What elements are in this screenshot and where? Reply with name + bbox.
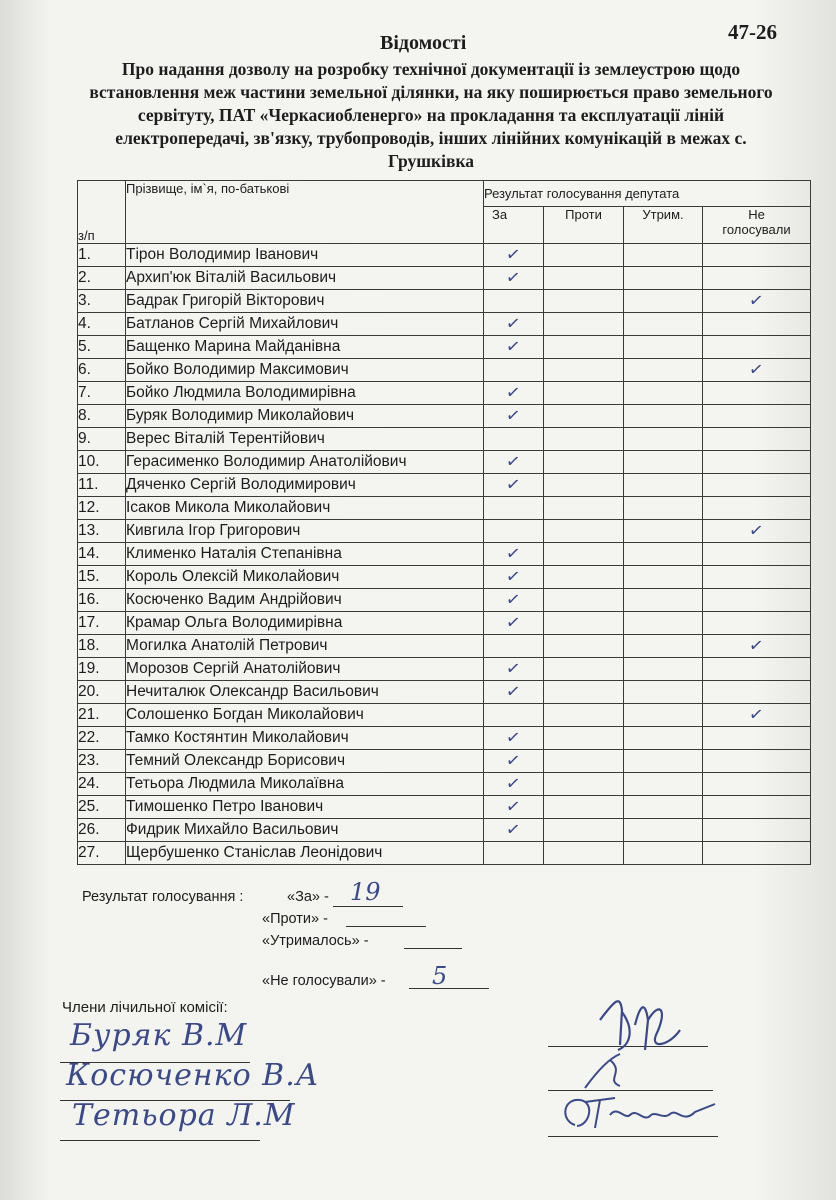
cell-ne-golosuvaly — [703, 336, 811, 359]
row-number: 8. — [78, 405, 126, 428]
check-mark-icon: ✓ — [505, 336, 522, 358]
cell-utrym — [624, 566, 703, 589]
row-name: Верес Віталій Терентійович — [126, 428, 484, 451]
cell-proty — [544, 497, 624, 520]
check-mark-icon: ✓ — [505, 543, 522, 565]
header-number: з/п — [78, 181, 126, 244]
row-name: Щербушенко Станіслав Леонідович — [126, 842, 484, 865]
cell-za — [484, 543, 544, 566]
commission-member-3: Тетьора Л.М — [72, 1098, 296, 1133]
cell-utrym — [624, 382, 703, 405]
row-name: Клименко Наталія Степанівна — [126, 543, 484, 566]
cell-za — [484, 474, 544, 497]
voting-table — [77, 180, 811, 865]
cell-ne-golosuvaly — [703, 474, 811, 497]
table-row — [78, 704, 811, 727]
cell-proty — [544, 704, 624, 727]
results-utrym-label: «Утрималось» - — [262, 933, 369, 949]
row-name: Косюченко Вадим Андрійович — [126, 589, 484, 612]
cell-ne-golosuvaly — [703, 382, 811, 405]
cell-utrym — [624, 612, 703, 635]
row-number: 6. — [78, 359, 126, 382]
results-ne-label: «Не голосували» - — [262, 973, 386, 989]
table-row — [78, 290, 811, 313]
cell-proty — [544, 244, 624, 267]
cell-ne-golosuvaly — [703, 313, 811, 336]
row-number: 10. — [78, 451, 126, 474]
cell-utrym — [624, 451, 703, 474]
cell-za — [484, 244, 544, 267]
cell-za — [484, 796, 544, 819]
table-row — [78, 336, 811, 359]
row-number: 16. — [78, 589, 126, 612]
row-number: 11. — [78, 474, 126, 497]
header-proty: Проти — [544, 207, 624, 244]
cell-proty — [544, 474, 624, 497]
cell-ne-golosuvaly — [703, 727, 811, 750]
cell-utrym — [624, 520, 703, 543]
cell-utrym — [624, 543, 703, 566]
row-number: 21. — [78, 704, 126, 727]
row-name: Бойко Людмила Володимирівна — [126, 382, 484, 405]
cell-za — [484, 313, 544, 336]
check-mark-icon: ✓ — [505, 681, 522, 703]
cell-proty — [544, 543, 624, 566]
cell-utrym — [624, 658, 703, 681]
row-number: 9. — [78, 428, 126, 451]
cell-proty — [544, 428, 624, 451]
row-number: 20. — [78, 681, 126, 704]
row-number: 4. — [78, 313, 126, 336]
cell-ne-golosuvaly — [703, 704, 811, 727]
check-mark-icon: ✓ — [505, 313, 522, 335]
cell-proty — [544, 796, 624, 819]
cell-utrym — [624, 681, 703, 704]
cell-proty — [544, 336, 624, 359]
check-mark-icon: ✓ — [748, 359, 765, 381]
cell-za — [484, 451, 544, 474]
cell-proty — [544, 520, 624, 543]
cell-za — [484, 290, 544, 313]
commission-label: Члени лічильної комісії: — [62, 999, 228, 1016]
cell-ne-golosuvaly — [703, 658, 811, 681]
cell-ne-golosuvaly — [703, 635, 811, 658]
voting-table-body — [78, 244, 811, 865]
row-name: Нечиталюк Олександр Васильович — [126, 681, 484, 704]
row-name: Тимошенко Петро Іванович — [126, 796, 484, 819]
check-mark-icon: ✓ — [505, 727, 522, 749]
cell-za — [484, 727, 544, 750]
row-number: 26. — [78, 819, 126, 842]
cell-za — [484, 428, 544, 451]
row-number: 24. — [78, 773, 126, 796]
table-row — [78, 359, 811, 382]
row-number: 1. — [78, 244, 126, 267]
header-za: За — [484, 207, 544, 244]
cell-za — [484, 773, 544, 796]
table-row — [78, 497, 811, 520]
cell-za — [484, 497, 544, 520]
cell-za — [484, 612, 544, 635]
document-subtitle: Про надання дозволу на розробку технічної документації із землеустрою щодо встановлення меж частини земельної ділянки, на яку поширюється право земельного сервітуту, ПАТ «Черкасиобленерго» на прокладання та експлуатації ліній електропередачі, зв'язку, трубопроводів, інших лінійних комунікацій в межах с. Грушківка — [89, 59, 773, 171]
cell-proty — [544, 750, 624, 773]
table-row — [78, 658, 811, 681]
cell-proty — [544, 290, 624, 313]
cell-ne-golosuvaly — [703, 267, 811, 290]
row-number: 22. — [78, 727, 126, 750]
table-row — [78, 566, 811, 589]
row-name: Фидрик Михайло Васильович — [126, 819, 484, 842]
cell-utrym — [624, 474, 703, 497]
cell-utrym — [624, 819, 703, 842]
table-row — [78, 267, 811, 290]
cell-ne-golosuvaly — [703, 681, 811, 704]
table-row — [78, 819, 811, 842]
check-mark-icon: ✓ — [505, 750, 522, 772]
table-row — [78, 635, 811, 658]
row-number: 2. — [78, 267, 126, 290]
table-row — [78, 773, 811, 796]
cell-utrym — [624, 750, 703, 773]
document-title: Відомості — [380, 32, 467, 54]
results-proty-label: «Проти» - — [262, 911, 328, 927]
check-mark-icon: ✓ — [505, 658, 522, 680]
check-mark-icon: ✓ — [505, 612, 522, 634]
cell-utrym — [624, 842, 703, 865]
cell-ne-golosuvaly — [703, 566, 811, 589]
header-ne-line2: голосували — [722, 222, 791, 237]
results-za-label: «За» - — [287, 889, 329, 905]
check-mark-icon: ✓ — [748, 704, 765, 726]
row-name: Король Олексій Миколайович — [126, 566, 484, 589]
cell-utrym — [624, 773, 703, 796]
header-vote-result: Результат голосування депутата — [484, 181, 811, 207]
cell-proty — [544, 313, 624, 336]
cell-utrym — [624, 336, 703, 359]
cell-za — [484, 359, 544, 382]
row-number: 19. — [78, 658, 126, 681]
cell-proty — [544, 451, 624, 474]
row-number: 25. — [78, 796, 126, 819]
commission-member-2: Косюченко В.А — [66, 1058, 320, 1093]
table-row — [78, 750, 811, 773]
cell-utrym — [624, 244, 703, 267]
commission-member-1: Буряк В.М — [70, 1018, 248, 1053]
row-number: 17. — [78, 612, 126, 635]
row-number: 27. — [78, 842, 126, 865]
check-mark-icon: ✓ — [505, 382, 522, 404]
document-number: 47-26 — [728, 20, 777, 44]
table-row — [78, 474, 811, 497]
cell-za — [484, 382, 544, 405]
row-number: 18. — [78, 635, 126, 658]
row-name: Буряк Володимир Миколайович — [126, 405, 484, 428]
cell-ne-golosuvaly — [703, 497, 811, 520]
cell-utrym — [624, 267, 703, 290]
check-mark-icon: ✓ — [505, 405, 522, 427]
row-name: Крамар Ольга Володимирівна — [126, 612, 484, 635]
check-mark-icon: ✓ — [748, 290, 765, 312]
cell-ne-golosuvaly — [703, 451, 811, 474]
table-row — [78, 405, 811, 428]
table-row — [78, 313, 811, 336]
cell-za — [484, 819, 544, 842]
row-name: Герасименко Володимир Анатолійович — [126, 451, 484, 474]
cell-ne-golosuvaly — [703, 750, 811, 773]
cell-utrym — [624, 405, 703, 428]
row-name: Архип'юк Віталій Васильович — [126, 267, 484, 290]
cell-utrym — [624, 359, 703, 382]
table-row — [78, 451, 811, 474]
cell-utrym — [624, 727, 703, 750]
cell-proty — [544, 842, 624, 865]
row-name: Бадрак Григорій Вікторович — [126, 290, 484, 313]
cell-za — [484, 566, 544, 589]
cell-ne-golosuvaly — [703, 244, 811, 267]
row-name: Солошенко Богдан Миколайович — [126, 704, 484, 727]
cell-za — [484, 750, 544, 773]
cell-proty — [544, 612, 624, 635]
row-name: Темний Олександр Борисович — [126, 750, 484, 773]
table-row — [78, 382, 811, 405]
row-number: 14. — [78, 543, 126, 566]
signature-3 — [555, 1090, 725, 1135]
row-name: Ісаков Микола Миколайович — [126, 497, 484, 520]
cell-proty — [544, 681, 624, 704]
row-name: Морозов Сергій Анатолійович — [126, 658, 484, 681]
results-label: Результат голосування : — [82, 889, 244, 905]
cell-ne-golosuvaly — [703, 428, 811, 451]
row-name: Могилка Анатолій Петрович — [126, 635, 484, 658]
cell-ne-golosuvaly — [703, 543, 811, 566]
check-mark-icon: ✓ — [505, 819, 522, 841]
check-mark-icon: ✓ — [748, 520, 765, 542]
row-number: 13. — [78, 520, 126, 543]
header-utrym: Утрим. — [624, 207, 703, 244]
cell-za — [484, 704, 544, 727]
cell-proty — [544, 566, 624, 589]
table-row — [78, 543, 811, 566]
cell-ne-golosuvaly — [703, 589, 811, 612]
cell-za — [484, 520, 544, 543]
header-ne-golosuvaly — [703, 207, 811, 244]
check-mark-icon: ✓ — [505, 773, 522, 795]
header-name: Прізвище, ім`я, по-батькові — [126, 181, 484, 244]
cell-proty — [544, 658, 624, 681]
check-mark-icon: ✓ — [505, 566, 522, 588]
results-za-value: 19 — [350, 878, 381, 906]
cell-za — [484, 267, 544, 290]
cell-proty — [544, 819, 624, 842]
row-name: Бойко Володимир Максимович — [126, 359, 484, 382]
cell-proty — [544, 635, 624, 658]
cell-ne-golosuvaly — [703, 359, 811, 382]
cell-ne-golosuvaly — [703, 842, 811, 865]
cell-proty — [544, 589, 624, 612]
table-row — [78, 681, 811, 704]
cell-ne-golosuvaly — [703, 796, 811, 819]
header-ne-line1: Не — [748, 207, 765, 222]
row-number: 15. — [78, 566, 126, 589]
cell-utrym — [624, 589, 703, 612]
row-name: Дяченко Сергій Володимирович — [126, 474, 484, 497]
cell-za — [484, 635, 544, 658]
check-mark-icon: ✓ — [505, 451, 522, 473]
row-number: 5. — [78, 336, 126, 359]
cell-ne-golosuvaly — [703, 773, 811, 796]
cell-utrym — [624, 497, 703, 520]
cell-za — [484, 589, 544, 612]
cell-utrym — [624, 796, 703, 819]
cell-proty — [544, 267, 624, 290]
check-mark-icon: ✓ — [505, 244, 522, 266]
cell-utrym — [624, 428, 703, 451]
check-mark-icon: ✓ — [748, 635, 765, 657]
table-row — [78, 727, 811, 750]
cell-proty — [544, 405, 624, 428]
table-row — [78, 428, 811, 451]
cell-za — [484, 336, 544, 359]
cell-za — [484, 842, 544, 865]
cell-ne-golosuvaly — [703, 405, 811, 428]
table-row — [78, 520, 811, 543]
cell-proty — [544, 727, 624, 750]
cell-ne-golosuvaly — [703, 520, 811, 543]
cell-za — [484, 658, 544, 681]
table-row — [78, 796, 811, 819]
check-mark-icon: ✓ — [505, 589, 522, 611]
table-row — [78, 842, 811, 865]
cell-za — [484, 681, 544, 704]
table-row — [78, 589, 811, 612]
row-name: Тамко Костянтин Миколайович — [126, 727, 484, 750]
table-row — [78, 612, 811, 635]
row-name: Батланов Сергій Михайлович — [126, 313, 484, 336]
cell-proty — [544, 773, 624, 796]
cell-proty — [544, 382, 624, 405]
cell-za — [484, 405, 544, 428]
results-ne-value: 5 — [432, 962, 448, 990]
check-mark-icon: ✓ — [505, 796, 522, 818]
row-number: 7. — [78, 382, 126, 405]
cell-utrym — [624, 704, 703, 727]
signature-2 — [580, 1050, 640, 1092]
cell-proty — [544, 359, 624, 382]
check-mark-icon: ✓ — [505, 267, 522, 289]
check-mark-icon: ✓ — [505, 474, 522, 496]
row-number: 12. — [78, 497, 126, 520]
row-number: 23. — [78, 750, 126, 773]
row-name: Кивгила Ігор Григорович — [126, 520, 484, 543]
cell-ne-golosuvaly — [703, 290, 811, 313]
cell-utrym — [624, 290, 703, 313]
table-row — [78, 244, 811, 267]
row-number: 3. — [78, 290, 126, 313]
row-name: Тетьора Людмила Миколаївна — [126, 773, 484, 796]
cell-utrym — [624, 635, 703, 658]
cell-utrym — [624, 313, 703, 336]
row-name: Бащенко Марина Майданівна — [126, 336, 484, 359]
cell-ne-golosuvaly — [703, 819, 811, 842]
row-name: Тірон Володимир Іванович — [126, 244, 484, 267]
cell-ne-golosuvaly — [703, 612, 811, 635]
